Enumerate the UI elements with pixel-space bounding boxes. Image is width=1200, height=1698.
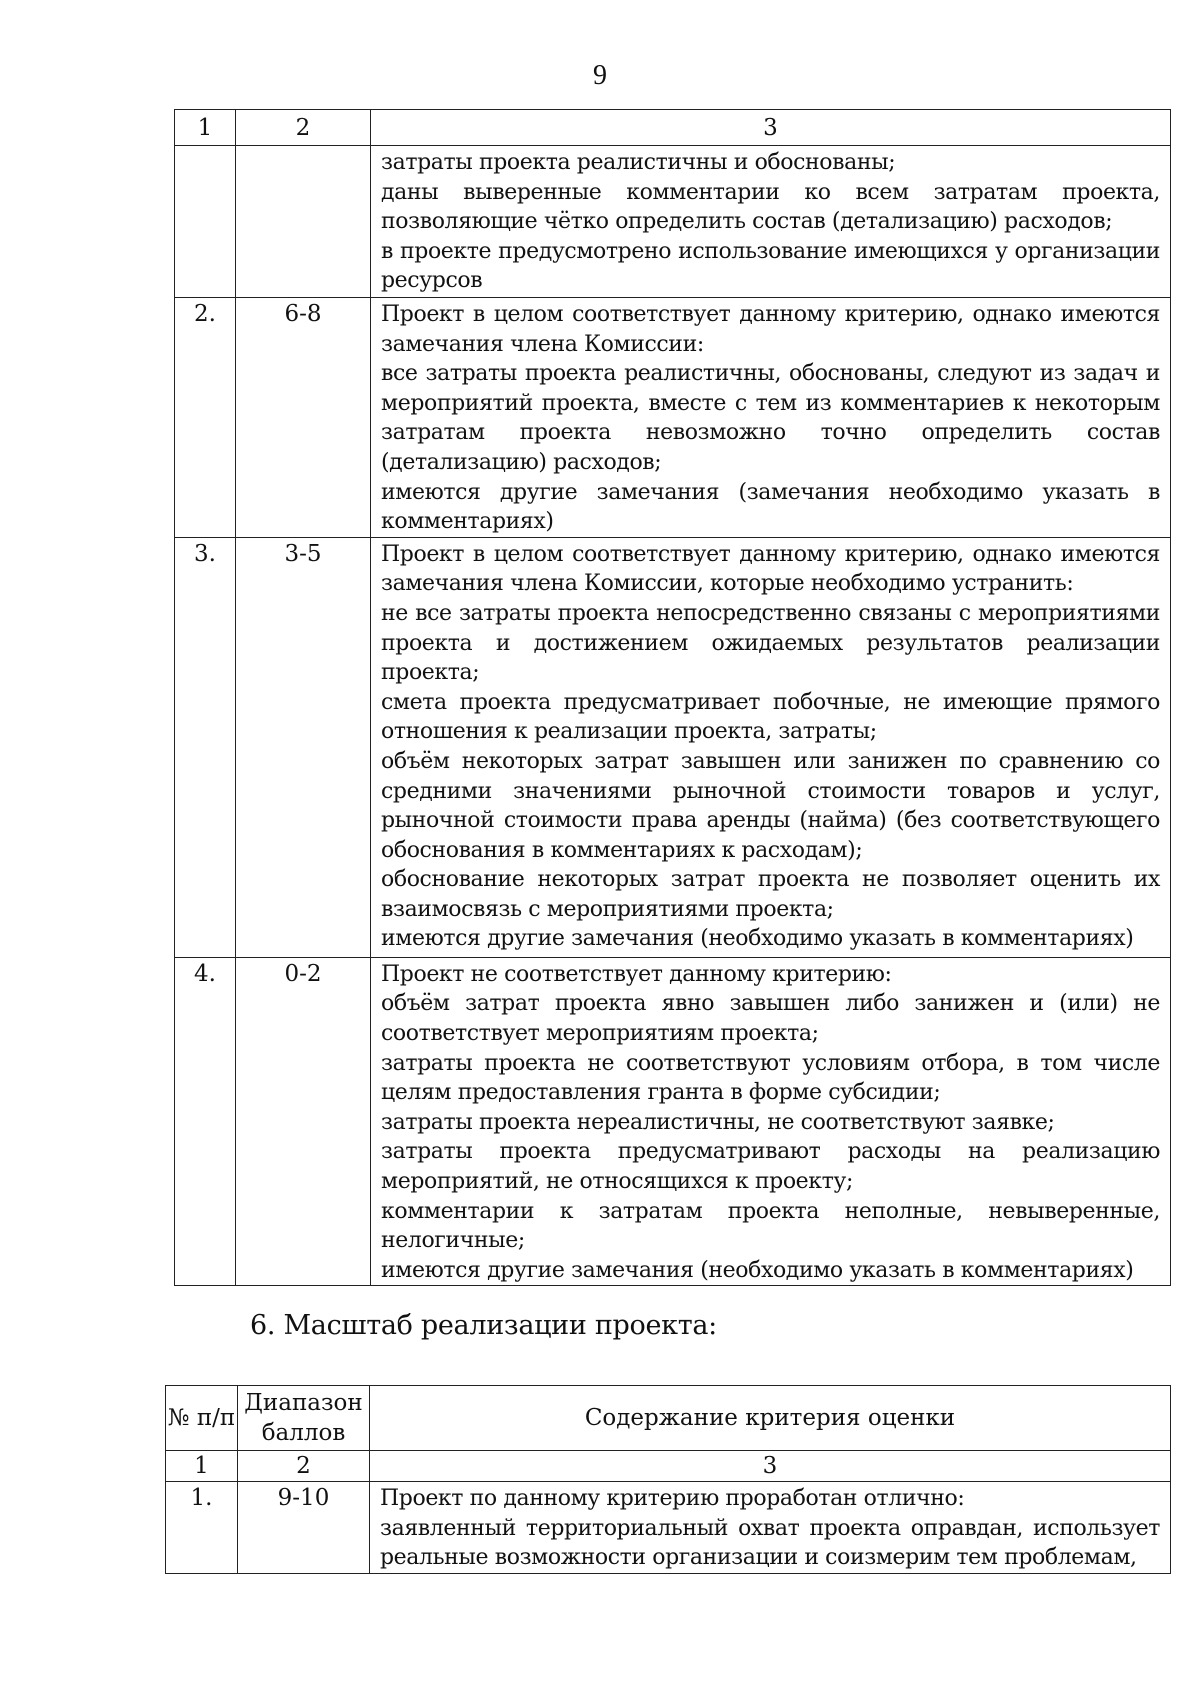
row-number [175, 146, 236, 298]
score-range [236, 146, 371, 298]
row-number: 3. [175, 537, 236, 957]
header-cell: 1 [175, 110, 236, 146]
table-head-row [166, 1386, 1171, 1451]
criteria-text [371, 537, 1171, 957]
col-head-score: Диапазон баллов [238, 1386, 370, 1451]
header-cell: 3 [370, 1451, 1171, 1482]
header-cell: 3 [371, 110, 1171, 146]
criteria-line: комментарии к затратам проекта неполные, невыверенные, нелогичные; [381, 1198, 1160, 1254]
col-head-number: № п/п [166, 1386, 238, 1451]
table-row [166, 1482, 1171, 1574]
criteria-text [370, 1482, 1171, 1574]
table-header-row [166, 1451, 1171, 1482]
table-header-row [175, 110, 1171, 146]
scale-criteria-table [165, 1385, 1171, 1574]
criteria-line: обоснование некоторых затрат проекта не позволяет оценить их взаимосвязь с мероприятиями проекта; [381, 867, 1160, 922]
criteria-line: Проект не соответствует данному критерию: [381, 961, 892, 987]
section-heading: 6. Масштаб реализации проекта: [250, 1310, 717, 1341]
row-number: 4. [175, 957, 236, 1286]
score-range: 9-10 [238, 1482, 370, 1574]
score-range: 0-2 [236, 957, 371, 1286]
criteria-text [371, 298, 1171, 538]
criteria-line: объём затрат проекта явно завышен либо занижен и (или) не соответствует мероприятиям проекта; [381, 991, 1160, 1046]
header-cell: 2 [238, 1451, 370, 1482]
cost-criteria-table [174, 109, 1171, 1286]
header-cell: 2 [236, 110, 371, 146]
criteria-line: затраты проекта нереалистичны, не соответствуют заявке; [381, 1109, 1055, 1135]
table-row [175, 957, 1171, 1286]
criteria-line: имеются другие замечания (замечания необходимо указать в комментариях) [381, 479, 1160, 535]
criteria-line: не все затраты проекта непосредственно связаны с мероприятиями проекта и достижением ожидаемых результатов реализации проекта; [381, 600, 1160, 686]
criteria-line: объём некоторых затрат завышен или занижен по сравнению со средними значениями рыночной стоимости товаров и услуг, рыночной стоимости права аренды (найма) (без соответствующего обоснования в комментариях к расходам); [381, 748, 1160, 863]
table-row [175, 298, 1171, 538]
criteria-line: даны выверенные комментарии ко всем затратам проекта, позволяющие чётко определить состав (детализацию) расходов; [381, 179, 1160, 235]
criteria-line: заявленный территориальный охват проекта оправдан, использует реальные возможности организации и соизмерим тем проблемам, [380, 1515, 1160, 1571]
criteria-line: Проект в целом соответствует данному критерию, однако имеются замечания члена Комиссии: [381, 302, 1160, 357]
criteria-line: Проект по данному критерию проработан отлично: [380, 1486, 965, 1511]
criteria-text [371, 146, 1171, 298]
table-row [175, 537, 1171, 957]
score-range: 3-5 [236, 537, 371, 957]
row-number: 2. [175, 298, 236, 538]
criteria-line: затраты проекта реалистичны и обоснованы; [381, 150, 896, 175]
criteria-line: имеются другие замечания (необходимо указать в комментариях) [381, 926, 1134, 952]
col-head-content: Содержание критерия оценки [370, 1386, 1171, 1451]
criteria-line: имеются другие замечания (необходимо указать в комментариях) [381, 1257, 1134, 1283]
criteria-line: затраты проекта предусматривают расходы на реализацию мероприятий, не относящихся к проекту; [381, 1139, 1160, 1194]
criteria-line: все затраты проекта реалистичны, обоснованы, следуют из задач и мероприятий проекта, вместе с тем из комментариев к некоторым затратам проекта невозможно точно определить состав (детализацию) расходов; [381, 361, 1160, 475]
row-number: 1. [166, 1482, 238, 1574]
criteria-text [371, 957, 1171, 1286]
score-range: 6-8 [236, 298, 371, 538]
criteria-line: затраты проекта не соответствуют условиям отбора, в том числе целям предоставления гранта в форме субсидии; [381, 1050, 1160, 1106]
criteria-line: смета проекта предусматривает побочные, не имеющие прямого отношения к реализации проекта, затраты; [381, 689, 1160, 745]
criteria-line: в проекте предусмотрено использование имеющихся у организации ресурсов [381, 238, 1160, 294]
criteria-line: Проект в целом соответствует данному критерию, однако имеются замечания члена Комиссии, которые необходимо устранить: [381, 541, 1160, 597]
page-number: 9 [593, 60, 607, 91]
header-cell: 1 [166, 1451, 238, 1482]
table-row [175, 146, 1171, 298]
